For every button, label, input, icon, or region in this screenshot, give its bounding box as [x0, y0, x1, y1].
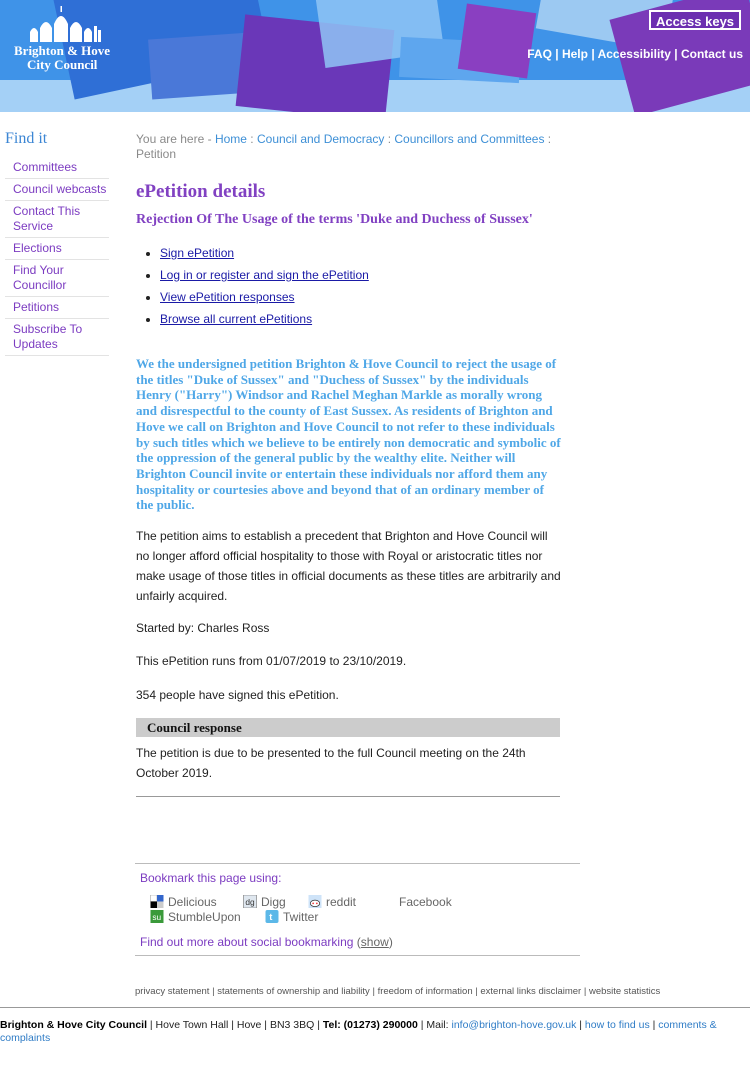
sidebar-item-committees[interactable] — [5, 157, 109, 179]
contact-us-link[interactable]: Contact us — [680, 47, 743, 61]
footer-contact: Brighton & Hove City Council | Hove Town Hall | Hove | BN3 3BQ | Tel: (01273) 290000 | Mail: info@brighton-hove.gov.uk | how to find us | comments & complaints — [0, 1019, 717, 1044]
social-bookmarking-link[interactable]: Find out more about social bookmarking — [140, 935, 354, 949]
bookmark-stumbleupon[interactable] — [150, 910, 241, 925]
action-item — [160, 264, 562, 286]
social-bookmarking-info: Find out more about social bookmarking (show) — [140, 935, 393, 949]
breadcrumb-home[interactable]: Home — [214, 132, 247, 146]
petition-actions — [136, 242, 562, 330]
bookmark-label: reddit — [326, 895, 357, 909]
svg-text:su: su — [152, 912, 162, 923]
footer-email-link[interactable]: info@brighton-hove.gov.uk — [451, 1019, 577, 1031]
council-logo[interactable] — [14, 6, 124, 72]
divider — [136, 796, 560, 797]
petition-summary: We the undersigned petition Brighton & Hove Council to reject the usage of the titles "Duke of Sussex" and "Duchess of Sussex" by the individuals Henry ("Harry") Windsor and Rachel Meghan Markle as morally wrong and disrespectful to the county of East Sussex. As residents of Brighton and Hove we call on Brighton and Hove Council to not refer to these individuals by such titles which we believe to be entirely non democratic and symbolic of the oppression of the general public by the wealthy elite. Neither will Brighton Council invite or entertain these individuals nor afford them any hospitality or courtesies above and beyond that of an ordinary member of the public. — [136, 356, 561, 513]
ownership-liability-link[interactable]: statements of ownership and liability — [217, 986, 370, 997]
sidebar-item-council-webcasts[interactable] — [5, 179, 109, 201]
bookmark-label: Facebook — [399, 895, 452, 909]
sidebar-item-elections[interactable] — [5, 238, 109, 260]
faq-link[interactable]: FAQ — [527, 47, 552, 61]
help-link[interactable]: Help — [561, 47, 588, 61]
find-it-heading: Find it — [5, 130, 48, 147]
view-responses-link[interactable]: View ePetition responses — [160, 290, 295, 304]
site-header — [0, 0, 750, 112]
digg-icon — [243, 895, 257, 908]
footer-address: | Hove Town Hall | Hove | BN3 3BQ | — [147, 1019, 323, 1031]
sidebar-item-subscribe-updates[interactable] — [5, 319, 109, 356]
petition-title: Rejection Of The Usage of the terms 'Duke and Duchess of Sussex' — [136, 212, 533, 227]
access-keys-button[interactable]: Access keys — [649, 10, 741, 30]
pavilion-domes-icon — [28, 6, 108, 42]
sidebar-nav — [5, 157, 109, 356]
external-links-disclaimer-link[interactable]: external links disclaimer — [480, 986, 582, 997]
bookmark-title: Bookmark this page using: — [140, 871, 282, 885]
bookmark-panel — [135, 863, 580, 956]
breadcrumb: You are here - Home : Council and Democracy : Councillors and Committees : Petition — [136, 132, 552, 161]
sidebar-item-label: Council webcasts — [13, 182, 107, 196]
bookmark-label: Digg — [261, 895, 286, 909]
utility-nav: FAQ | Help | Accessibility | Contact us — [527, 47, 743, 61]
breadcrumb-councillors-committees[interactable]: Councillors and Committees — [394, 132, 545, 146]
svg-text:t: t — [269, 912, 273, 923]
breadcrumb-prefix: You are here - — [136, 132, 215, 146]
bookmark-label: StumbleUpon — [168, 910, 241, 924]
petition-aim: The petition aims to establish a precedent that Brighton and Hove Council will no longer afford official hospitality to those with Royal or aristocratic titles nor make usage of those titles in official documents as these titles are arbitrarily and unfairly acquired. — [136, 529, 561, 604]
browse-epetitions-link[interactable]: Browse all current ePetitions — [160, 312, 313, 326]
bookmark-digg[interactable] — [243, 895, 286, 910]
comments-complaints-link[interactable]: comments & complaints — [0, 1019, 717, 1044]
sidebar-item-find-councillor[interactable] — [5, 260, 109, 297]
started-by: Started by: Charles Ross — [136, 621, 270, 636]
bookmark-delicious[interactable] — [150, 895, 217, 910]
sidebar-item-label: Elections — [13, 241, 62, 255]
stumbleupon-icon — [150, 910, 164, 923]
footer-divider — [0, 1007, 750, 1008]
footer-links: privacy statement | statements of ownership and liability | freedom of information | external links disclaimer | website statistics — [135, 986, 661, 997]
sidebar-item-petitions[interactable] — [5, 297, 109, 319]
main-content — [136, 132, 562, 797]
bookmark-label: Delicious — [168, 895, 217, 909]
page-title: ePetition details — [136, 181, 266, 202]
bookmark-label: Twitter — [283, 910, 319, 924]
action-item — [160, 242, 562, 264]
signature-count: 354 people have signed this ePetition. — [136, 688, 339, 703]
sign-epetition-link[interactable]: Sign ePetition — [160, 246, 235, 260]
sidebar-item-label: Find Your Councillor — [13, 263, 67, 292]
bookmark-facebook[interactable] — [399, 895, 452, 910]
privacy-statement-link[interactable]: privacy statement — [135, 986, 210, 997]
sidebar-item-label: Petitions — [13, 300, 60, 314]
breadcrumb-council-democracy[interactable]: Council and Democracy — [256, 132, 385, 146]
sidebar-item-contact-service[interactable] — [5, 201, 109, 238]
svg-text:dg: dg — [245, 897, 255, 908]
delicious-icon — [150, 895, 164, 908]
council-name-line1: Brighton & Hove — [14, 43, 111, 58]
accessibility-link[interactable]: Accessibility — [597, 47, 671, 61]
login-register-sign-link[interactable]: Log in or register and sign the ePetition — [160, 268, 369, 282]
freedom-of-information-link[interactable]: freedom of information — [377, 986, 473, 997]
sidebar-item-label: Committees — [13, 160, 78, 174]
footer-mail-label: | Mail: — [417, 1019, 452, 1031]
action-item — [160, 308, 562, 330]
sidebar-item-label: Subscribe To Updates — [13, 322, 83, 351]
twitter-icon — [265, 910, 279, 923]
bookmark-twitter[interactable] — [265, 910, 318, 925]
sidebar-item-label: Contact This Service — [13, 204, 81, 233]
council-name-line2: City Council — [27, 57, 98, 72]
show-link[interactable]: show — [360, 935, 389, 949]
how-to-find-us-link[interactable]: how to find us — [584, 1019, 650, 1031]
council-response-heading: Council response — [136, 718, 560, 737]
council-response-text: The petition is due to be presented to the full Council meeting on the 24th October 2019. — [136, 746, 526, 781]
action-item — [160, 286, 562, 308]
petition-dates: This ePetition runs from 01/07/2019 to 23/10/2019. — [136, 654, 407, 669]
breadcrumb-current: Petition — [136, 147, 177, 161]
bookmark-reddit[interactable] — [308, 895, 356, 910]
reddit-icon — [308, 895, 322, 908]
footer-telephone: Tel: (01273) 290000 — [322, 1019, 418, 1031]
website-statistics-link[interactable]: website statistics — [588, 986, 661, 997]
header-decoration — [458, 3, 537, 78]
footer-org-name: Brighton & Hove City Council — [0, 1019, 147, 1031]
